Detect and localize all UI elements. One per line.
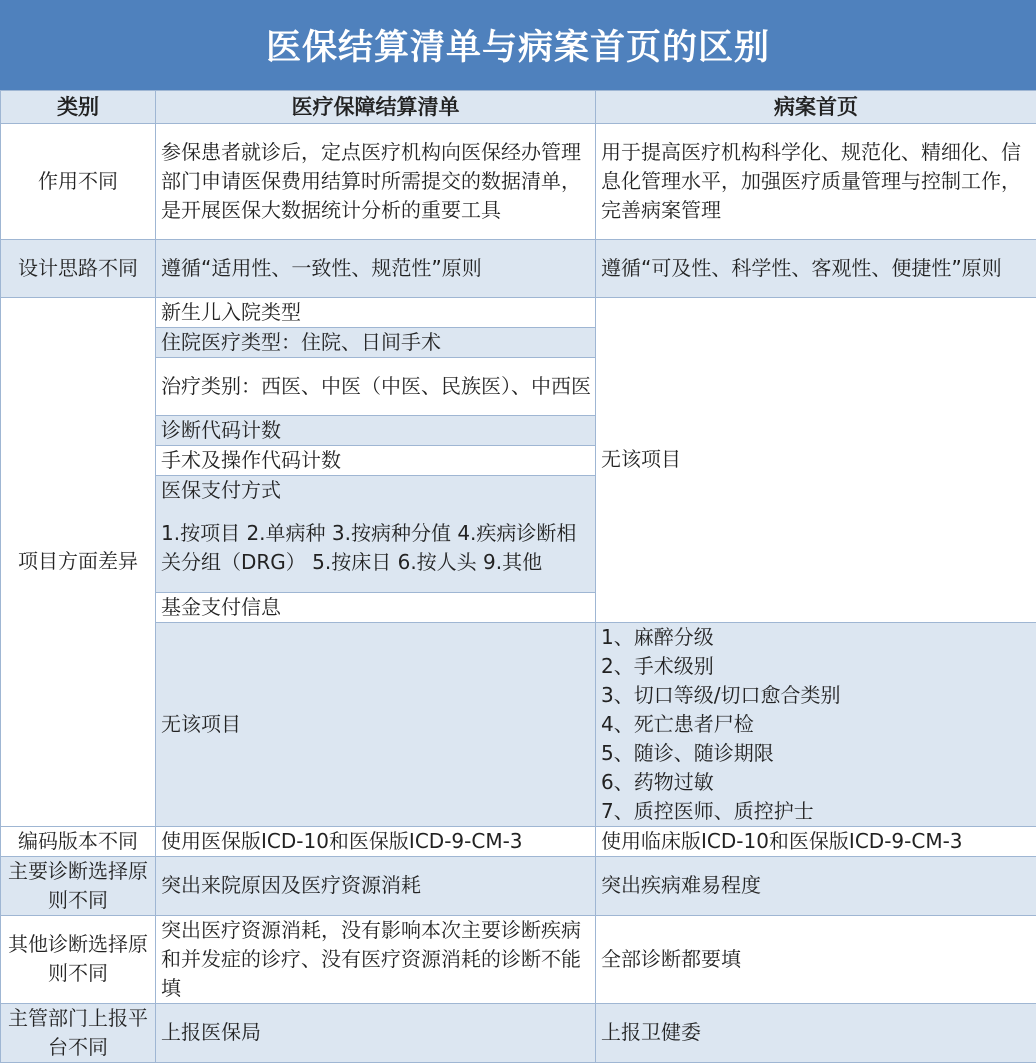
settlement-none-cell: 无该项目 (156, 622, 596, 826)
category-cell: 项目方面差异 (1, 298, 156, 827)
category-cell: 主管部门上报平台不同 (1, 1003, 156, 1062)
homepage-none-cell: 无该项目 (596, 298, 1036, 623)
table-row-purpose (1, 124, 1036, 240)
header-row (1, 91, 1036, 124)
comparison-table (0, 90, 1036, 1063)
homepage-item: 7、质控医师、质控护士 (601, 797, 1036, 826)
settlement-item: 新生儿入院类型 (156, 298, 596, 328)
category-cell: 编码版本不同 (1, 826, 156, 856)
homepage-cell: 突出疾病难易程度 (596, 856, 1036, 915)
table-row-main-diagnosis (1, 856, 1036, 915)
category-cell: 作用不同 (1, 124, 156, 240)
settlement-item: 医保支付方式 (156, 476, 596, 506)
page-title: 医保结算清单与病案首页的区别 (0, 0, 1036, 90)
header-settlement: 医疗保障结算清单 (156, 91, 596, 124)
settlement-cell: 上报医保局 (156, 1003, 596, 1062)
table-row-items (1, 298, 1036, 328)
category-cell: 设计思路不同 (1, 240, 156, 298)
table-row-design (1, 240, 1036, 298)
homepage-cell: 使用临床版ICD-10和医保版ICD-9-CM-3 (596, 826, 1036, 856)
settlement-item: 基金支付信息 (156, 592, 596, 622)
table-row-items (1, 622, 1036, 826)
homepage-cell: 上报卫健委 (596, 1003, 1036, 1062)
settlement-item: 手术及操作代码计数 (156, 446, 596, 476)
settlement-cell: 突出医疗资源消耗，没有影响本次主要诊断疾病和并发症的诊疗、没有医疗资源消耗的诊断不能填 (156, 915, 596, 1003)
settlement-item: 治疗类别：西医、中医（中医、民族医）、中西医 (156, 358, 596, 416)
homepage-item: 3、切口等级/切口愈合类别 (601, 681, 1036, 710)
table-row-reporting (1, 1003, 1036, 1062)
homepage-cell: 遵循“可及性、科学性、客观性、便捷性”原则 (596, 240, 1036, 298)
settlement-cell: 参保患者就诊后，定点医疗机构向医保经办管理部门申请医保费用结算时所需提交的数据清单，是开展医保大数据统计分析的重要工具 (156, 124, 596, 240)
homepage-cell: 全部诊断都要填 (596, 915, 1036, 1003)
header-category: 类别 (1, 91, 156, 124)
homepage-cell: 用于提高医疗机构科学化、规范化、精细化、信息化管理水平，加强医疗质量管理与控制工作，完善病案管理 (596, 124, 1036, 240)
homepage-item: 4、死亡患者尸检 (601, 710, 1036, 739)
settlement-cell: 突出来院原因及医疗资源消耗 (156, 856, 596, 915)
homepage-item: 2、手术级别 (601, 652, 1036, 681)
table-row-coding (1, 826, 1036, 856)
homepage-items-cell (596, 622, 1036, 826)
settlement-item: 1.按项目 2.单病种 3.按病种分值 4.疾病诊断相关分组（DRG） 5.按床日 6.按人头 9.其他 (156, 505, 596, 592)
settlement-cell: 使用医保版ICD-10和医保版ICD-9-CM-3 (156, 826, 596, 856)
homepage-item: 5、随诊、随诊期限 (601, 739, 1036, 768)
category-cell: 主要诊断选择原则不同 (1, 856, 156, 915)
category-cell: 其他诊断选择原则不同 (1, 915, 156, 1003)
settlement-item: 诊断代码计数 (156, 416, 596, 446)
table-row-other-diagnosis (1, 915, 1036, 1003)
settlement-item: 住院医疗类型：住院、日间手术 (156, 328, 596, 358)
homepage-item: 1、麻醉分级 (601, 623, 1036, 652)
settlement-cell: 遵循“适用性、一致性、规范性”原则 (156, 240, 596, 298)
homepage-item: 6、药物过敏 (601, 768, 1036, 797)
header-homepage: 病案首页 (596, 91, 1036, 124)
